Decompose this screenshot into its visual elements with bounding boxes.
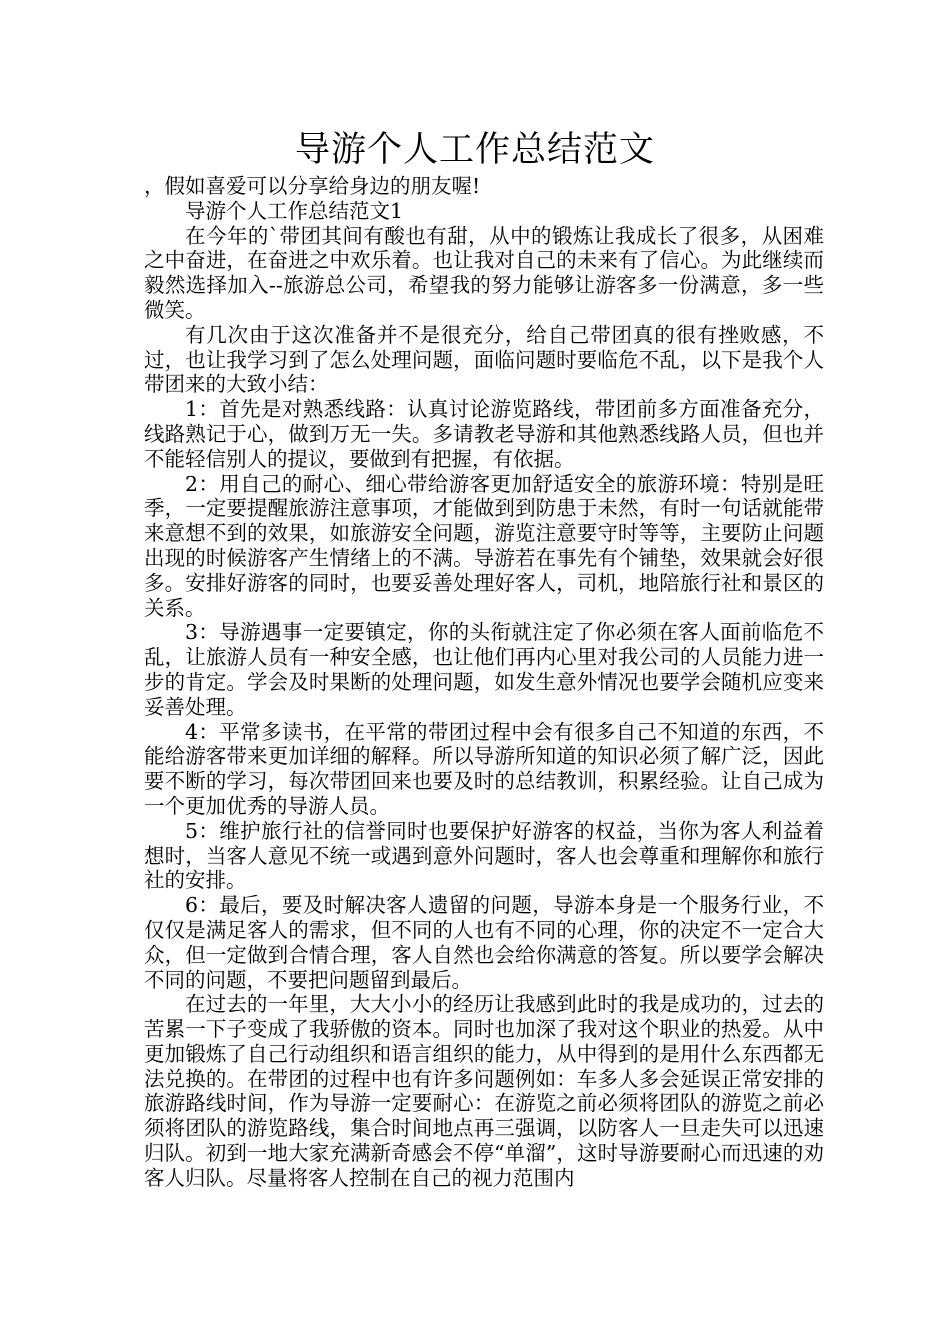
paragraph: 在今年的`带团其间有酸也有甜，从中的锻炼让我成长了很多，从困难之中奋进，在奋进之中欢乐着。也让我对自己的未来有了信心。为此继续而毅然选择加入--旅游总公司，希望我的努力能够让游客多一份满意，多一些微笑。 [144, 223, 824, 322]
list-item: 6：最后，要及时解决客人遗留的问题，导游本身是一个服务行业，不仅仅是满足客人的需求，但不同的人也有不同的心理，你的决定不一定合大众，但一定做到合情合理，客人自然也会给你满意的答复。所以要学会解决不同的问题，不要把问题留到最后。 [144, 893, 824, 992]
paragraph: ，假如喜爱可以分享给身边的朋友喔! [144, 174, 481, 198]
document-title: 导游个人工作总结范文 [294, 130, 655, 170]
paragraph: 在过去的一年里，大大小小的经历让我感到此时的我是成功的，过去的苦累一下子变成了我骄傲的资本。同时也加深了我对这个职业的热爱。从中更加锻炼了自己行动组织和语言组织的能力，从中得到的是用什么东西都无法兑换的。在带团的过程中也有许多问题例如：车多人多会延误正常安排的旅游路线时间，作为导游一定要耐心：在游览之前必须将团队的游览之前必须将团队的游览路线，集合时间地点再三强调，以防客人一旦走失可以迅速归队。初到一地大家充满新奇感会不停“单溜”，这时导游要耐心而迅速的劝客人归队。尽量将客人控制在自己的视力范围内 [144, 992, 824, 1190]
list-item: 3：导游遇事一定要镇定，你的头衔就注定了你必须在客人面前临危不乱，让旅游人员有一种安全感，也让他们再内心里对我公司的人员能力进一步的肯定。学会及时果断的处理问题，如发生意外情况也要学会随机应变来妥善处理。 [144, 620, 824, 719]
list-item: 5：维护旅行社的信誉同时也要保护好游客的权益，当你为客人利益着想时，当客人意见不统一或遇到意外问题时，客人也会尊重和理解你和旅行社的安排。 [144, 818, 824, 893]
paragraph: 有几次由于这次准备并不是很充分，给自己带团真的很有挫败感，不过，也让我学习到了怎么处理问题，面临问题时要临危不乱，以下是我个人带团来的大致小结： [144, 322, 824, 397]
list-item: 1：首先是对熟悉线路：认真讨论游览路线，带团前多方面准备充分，线路熟记于心，做到万无一失。多请教老导游和其他熟悉线路人员，但也并不能轻信别人的提议，要做到有把握，有依据。 [144, 397, 824, 471]
list-item: 2：用自己的耐心、细心带给游客更加舒适安全的旅游环境：特别是旺季，一定要提醒旅游注意事项，才能做到到防患于未然，有时一句话就能带来意想不到的效果，如旅游安全问题，游览注意要守时等等，主要防止问题出现的时候游客产生情绪上的不满。导游若在事先有个铺垫，效果就会好很多。安排好游客的同时，也要妥善处理好客人，司机，地陪旅行社和景区的关系。 [144, 471, 824, 620]
list-item: 4：平常多读书，在平常的带团过程中会有很多自己不知道的东西，不能给游客带来更加详细的解释。所以导游所知道的知识必须了解广泛，因此要不断的学习，每次带团回来也要及时的总结教训，积累经验。让自己成为一个更加优秀的导游人员。 [144, 719, 824, 818]
section-heading: 导游个人工作总结范文1 [185, 198, 404, 223]
document-body [144, 174, 824, 1191]
